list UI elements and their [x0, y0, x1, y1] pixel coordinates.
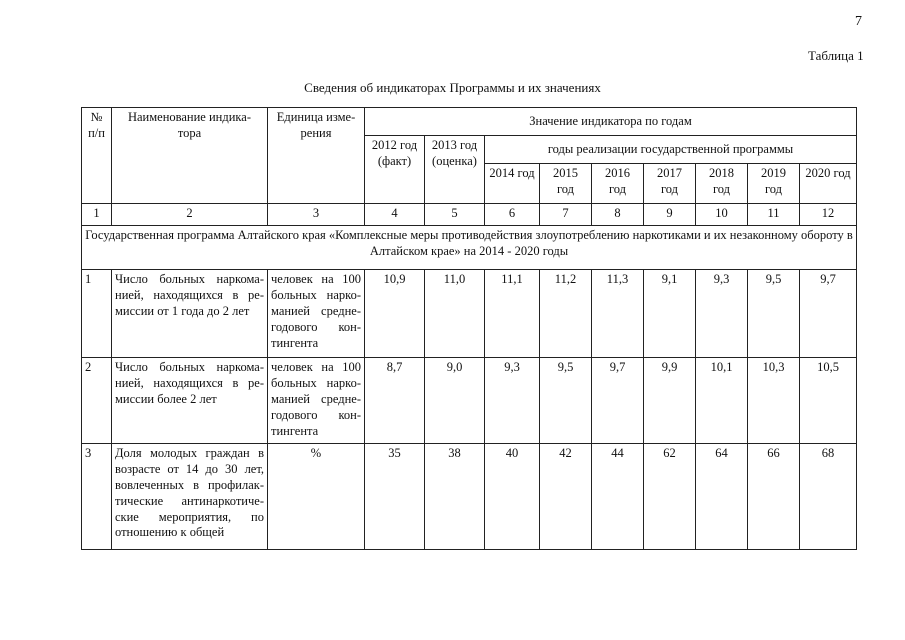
row-value: 38: [425, 444, 485, 550]
row-num: 3: [82, 444, 112, 550]
column-number: 6: [485, 204, 540, 226]
row-value: 9,7: [592, 358, 644, 444]
header-2012: 2012 год (факт): [365, 136, 425, 204]
row-unit: человек на 100 больных нарко- манией средне- годового кон- тингента: [268, 358, 365, 444]
row-name: Доля молодых граждан в возрасте от 14 до 30 лет, вовлеченных в профилак- тические антинаркотиче- ские мероприятия, по отношению к общей: [112, 444, 268, 550]
header-program-years: годы реализации государственной программы: [485, 136, 857, 164]
table-label: Таблица 1: [808, 48, 864, 63]
row-value: 68: [800, 444, 857, 550]
row-value: 10,5: [800, 358, 857, 444]
header-year: 2015 год: [540, 164, 592, 204]
row-value: 11,0: [425, 270, 485, 358]
column-number: 8: [592, 204, 644, 226]
program-name: Государственная программа Алтайского края «Комплексные меры противодействия злоупотреблению наркотиками и их незаконному обороту в Алтайском крае» на 2014 - 2020 годы: [82, 226, 857, 270]
column-number: 7: [540, 204, 592, 226]
column-number-row: [82, 204, 857, 226]
column-number: 10: [696, 204, 748, 226]
header-row: [82, 108, 857, 136]
row-value: 10,9: [365, 270, 425, 358]
row-name: Число больных наркома- нией, находящихся в ре- миссии более 2 лет: [112, 358, 268, 444]
column-number: 4: [365, 204, 425, 226]
header-name: Наименование индика- тора: [112, 108, 268, 204]
row-value: 42: [540, 444, 592, 550]
program-row: [82, 226, 857, 270]
page-number: 7: [855, 14, 862, 29]
indicators-table: [81, 107, 857, 550]
row-value: 10,1: [696, 358, 748, 444]
column-number: 11: [748, 204, 800, 226]
table-row: [82, 444, 857, 550]
header-year: 2020 год: [800, 164, 857, 204]
row-value: 9,5: [748, 270, 800, 358]
column-number: 5: [425, 204, 485, 226]
table-row: [82, 270, 857, 358]
row-value: 64: [696, 444, 748, 550]
row-value: 9,9: [644, 358, 696, 444]
document-title: Сведения об индикаторах Программы и их значениях: [304, 80, 601, 95]
header-unit: Единица изме- рения: [268, 108, 365, 204]
column-number: 2: [112, 204, 268, 226]
row-value: 66: [748, 444, 800, 550]
row-value: 9,3: [485, 358, 540, 444]
row-value: 11,3: [592, 270, 644, 358]
table-row: [82, 358, 857, 444]
header-year: 2019 год: [748, 164, 800, 204]
row-num: 1: [82, 270, 112, 358]
row-name: Число больных наркома- нией, находящихся в ре- миссии от 1 года до 2 лет: [112, 270, 268, 358]
row-value: 62: [644, 444, 696, 550]
row-value: 44: [592, 444, 644, 550]
header-year: 2014 год: [485, 164, 540, 204]
column-number: 3: [268, 204, 365, 226]
row-value: 11,1: [485, 270, 540, 358]
row-value: 9,5: [540, 358, 592, 444]
row-value: 35: [365, 444, 425, 550]
header-num: № п/п: [82, 108, 112, 204]
row-value: 8,7: [365, 358, 425, 444]
row-value: 9,1: [644, 270, 696, 358]
header-year: 2017 год: [644, 164, 696, 204]
column-number: 1: [82, 204, 112, 226]
row-unit: %: [268, 444, 365, 550]
header-2013: 2013 год (оценка): [425, 136, 485, 204]
row-num: 2: [82, 358, 112, 444]
row-unit: человек на 100 больных нарко- манией средне- годового кон- тингента: [268, 270, 365, 358]
row-value: 11,2: [540, 270, 592, 358]
column-number: 12: [800, 204, 857, 226]
row-value: 40: [485, 444, 540, 550]
row-value: 9,3: [696, 270, 748, 358]
column-number: 9: [644, 204, 696, 226]
header-year: 2018 год: [696, 164, 748, 204]
row-value: 9,7: [800, 270, 857, 358]
header-values-by-year: Значение индикатора по годам: [365, 108, 857, 136]
row-value: 9,0: [425, 358, 485, 444]
header-year: 2016 год: [592, 164, 644, 204]
row-value: 10,3: [748, 358, 800, 444]
